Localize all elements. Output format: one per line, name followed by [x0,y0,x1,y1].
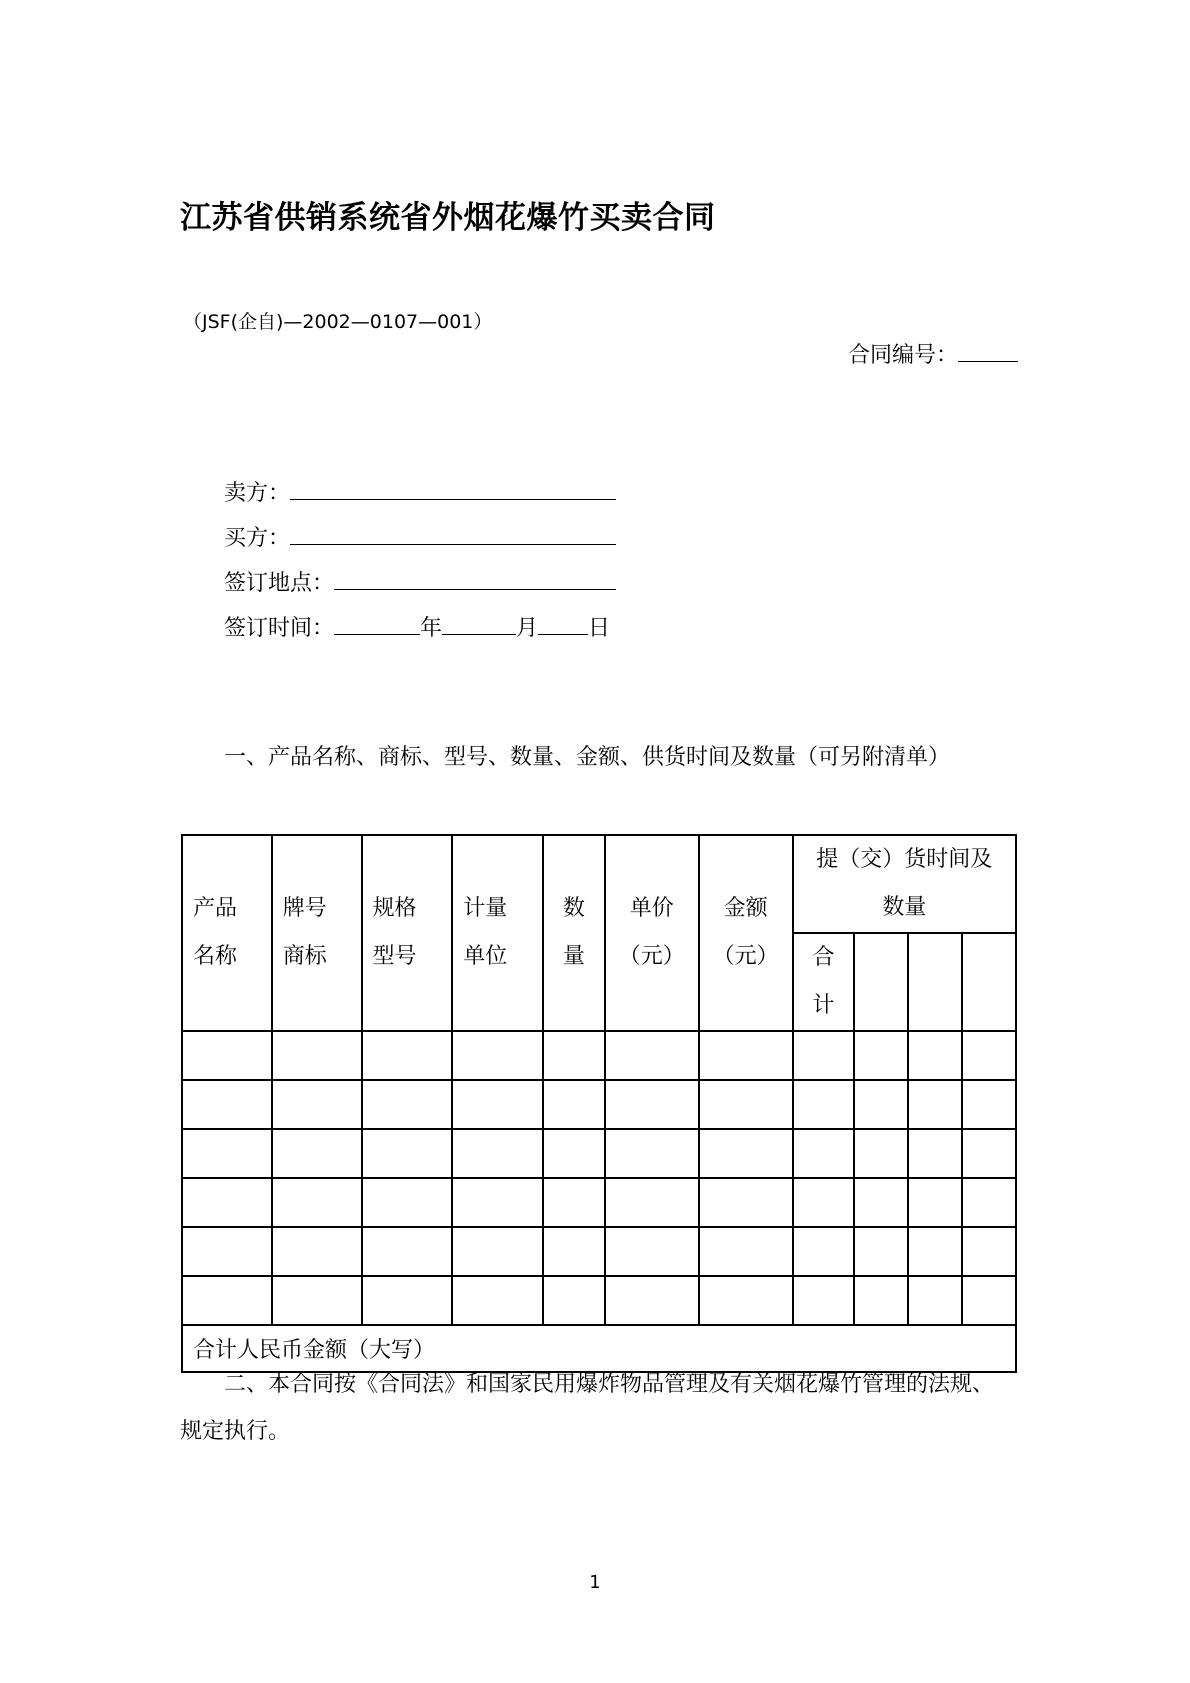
section-1: 一、产品名称、商标、型号、数量、金额、供货时间及数量（可另附清单） [224,745,951,770]
place-blank[interactable] [334,567,616,590]
place-line [224,566,616,597]
header-delivery-col-4 [962,933,1016,1031]
page-number: 1 [589,1572,601,1593]
table-row [182,1080,1016,1129]
header-brand: 牌号 商标 [272,835,362,1031]
header-quantity: 数 量 [543,835,605,1031]
table-row [182,1227,1016,1276]
header-delivery-col-3 [908,933,962,1031]
place-label: 签订地点： [224,571,335,596]
table-row [182,1031,1016,1080]
header-unit: 计量 单位 [452,835,543,1031]
buyer-label: 买方： [224,526,291,551]
header-amount: 金额 （元） [699,835,793,1031]
day-label: 日 [588,616,611,641]
contract-number-label: 合同编号： [847,343,958,368]
contract-code: （JSF(企自)—2002—0107—001） [183,311,493,333]
header-unit-price: 单价 （元） [605,835,699,1031]
time-label: 签订时间： [224,616,335,641]
table-row [182,1178,1016,1227]
total-amount-label: 合计人民币金额（大写） [193,1338,436,1363]
contract-number-blank[interactable] [958,339,1018,362]
header-delivery: 提（交）货时间及 数量 [793,835,1016,933]
header-product-name: 产品 名称 [182,835,272,1031]
year-blank[interactable] [334,612,420,635]
header-spec: 规格 型号 [362,835,453,1031]
product-table [181,834,1017,1373]
contract-number-line [848,338,1018,369]
table-row [182,1129,1016,1178]
header-total: 合 计 [793,933,855,1031]
seller-line [224,476,616,507]
month-label: 月 [516,616,539,641]
header-delivery-col-2 [854,933,908,1031]
month-blank[interactable] [442,612,516,635]
buyer-line [224,521,616,552]
table-row [182,1276,1016,1325]
document-title: 江苏省供销系统省外烟花爆竹买卖合同 [180,200,716,236]
seller-blank[interactable] [290,477,616,500]
day-blank[interactable] [538,612,588,635]
time-line [224,611,610,642]
section-2: 二、本合同按《合同法》和国家民用爆炸物品管理及有关烟花爆竹管理的法规、规定执行。 [180,1372,995,1444]
buyer-blank[interactable] [290,522,616,545]
seller-label: 卖方： [224,481,291,506]
year-label: 年 [420,616,443,641]
